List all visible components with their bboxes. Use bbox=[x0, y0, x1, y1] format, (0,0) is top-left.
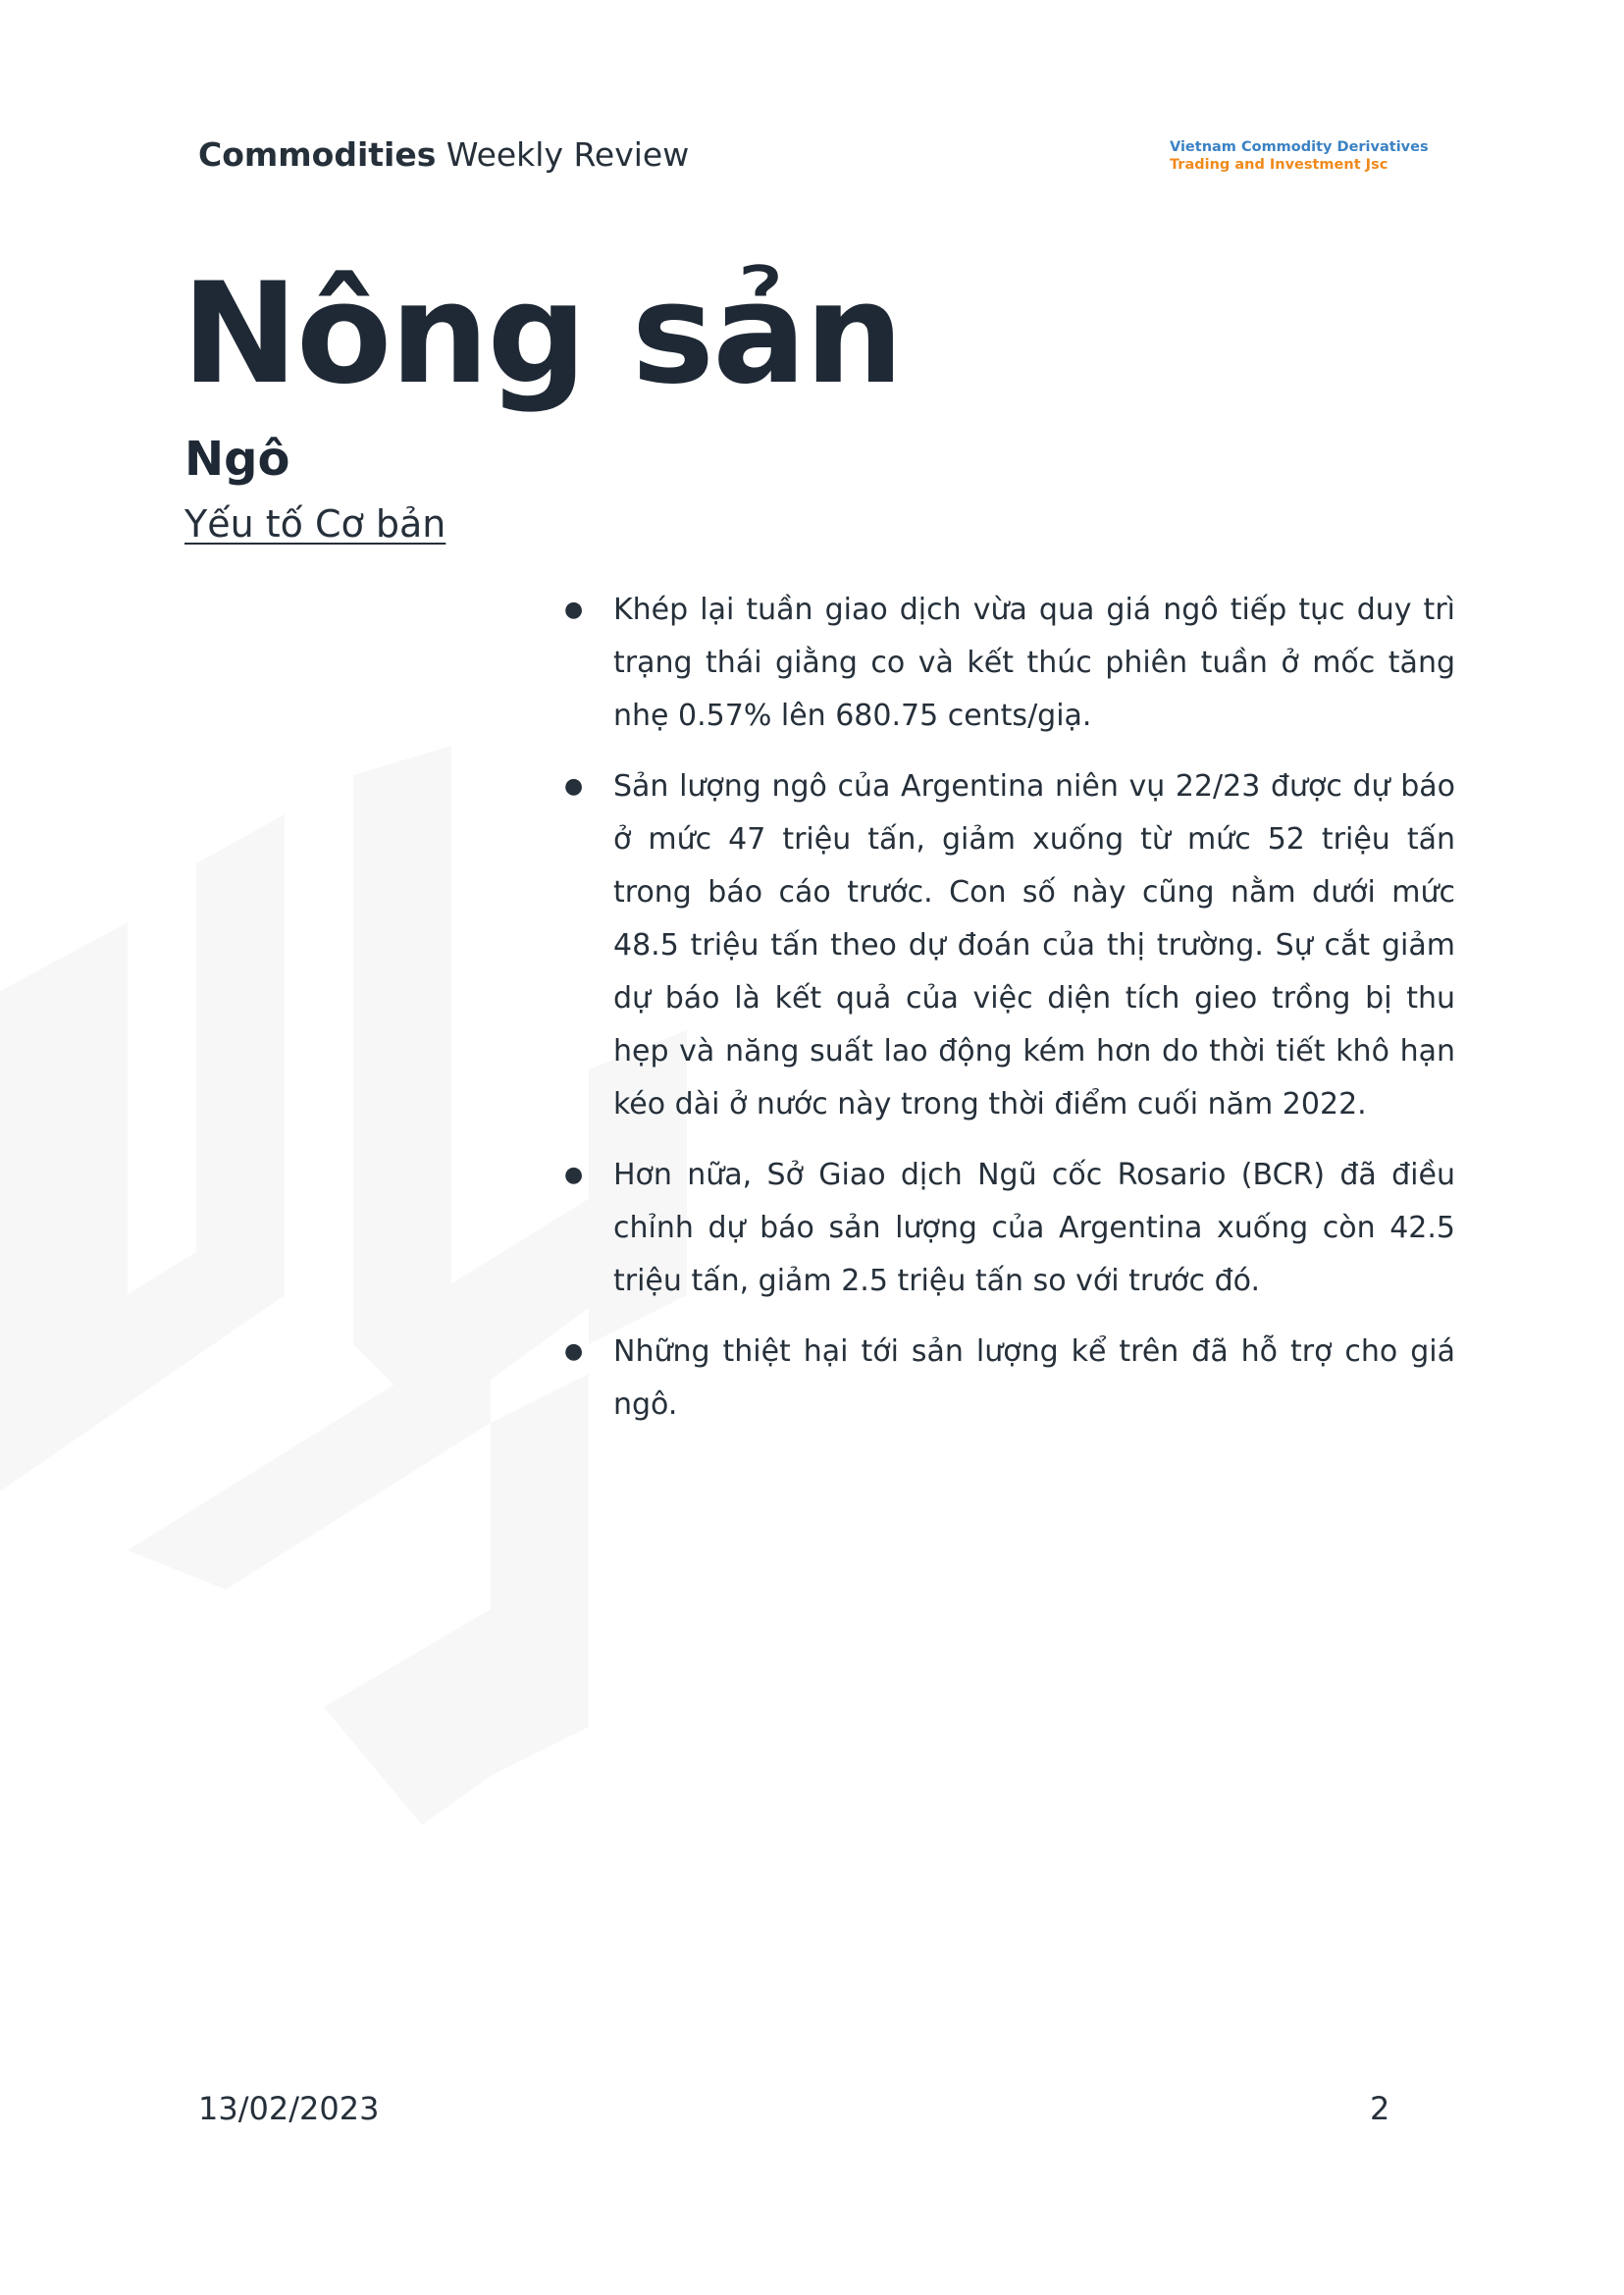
header-title-rest: Weekly Review bbox=[436, 135, 690, 174]
section-heading: Yếu tố Cơ bản bbox=[184, 502, 446, 546]
logo-line-2: Trading and Investment Jsc bbox=[1170, 157, 1388, 173]
list-item bbox=[562, 760, 1455, 1131]
page-number: 2 bbox=[1370, 2090, 1390, 2127]
bullet-icon: ● bbox=[564, 598, 584, 622]
bullet-list bbox=[562, 584, 1455, 1449]
list-item bbox=[562, 1149, 1455, 1308]
footer-date: 13/02/2023 bbox=[198, 2090, 380, 2127]
bullet-text: Sản lượng ngô của Argentina niên vụ 22/23 được dự báo ở mức 47 triệu tấn, giảm xuống từ mức 52 triệu tấn trong báo cáo trước. Con số này cũng nằm dưới mức 48.5 triệu tấn theo dự đoán của thị trường. Sự cắt giảm dự báo là kết quả của việc diện tích gieo trồng bị thu hẹp và năng suất lao động kém hơn do thời tiết khô hạn kéo dài ở nước này trong thời điểm cuối năm 2022. bbox=[613, 769, 1455, 1121]
bullet-text: Hơn nữa, Sở Giao dịch Ngũ cốc Rosario (BCR) đã điều chỉnh dự báo sản lượng của Argentina xuống còn 42.5 triệu tấn, giảm 2.5 triệu tấn so với trước đó. bbox=[613, 1158, 1455, 1298]
bullet-icon: ● bbox=[564, 1163, 584, 1187]
bullet-text: Khép lại tuần giao dịch vừa qua giá ngô tiếp tục duy trì trạng thái giằng co và kết thúc phiên tuần ở mốc tăng nhẹ 0.57% lên 680.75 cents/giạ. bbox=[613, 593, 1455, 733]
bullet-icon: ● bbox=[564, 774, 584, 799]
company-logo bbox=[1170, 138, 1429, 174]
bullet-text: Những thiệt hại tới sản lượng kể trên đã hỗ trợ cho giá ngô. bbox=[613, 1334, 1455, 1422]
page-subtitle: Ngô bbox=[184, 432, 290, 487]
list-item bbox=[562, 1326, 1455, 1432]
logo-line-1: Vietnam Commodity Derivatives bbox=[1170, 139, 1429, 155]
list-item bbox=[562, 584, 1455, 743]
report-header bbox=[198, 135, 689, 174]
page-title: Nông sản bbox=[182, 253, 903, 415]
header-title-bold: Commodities bbox=[198, 135, 437, 174]
bullet-icon: ● bbox=[564, 1339, 584, 1364]
